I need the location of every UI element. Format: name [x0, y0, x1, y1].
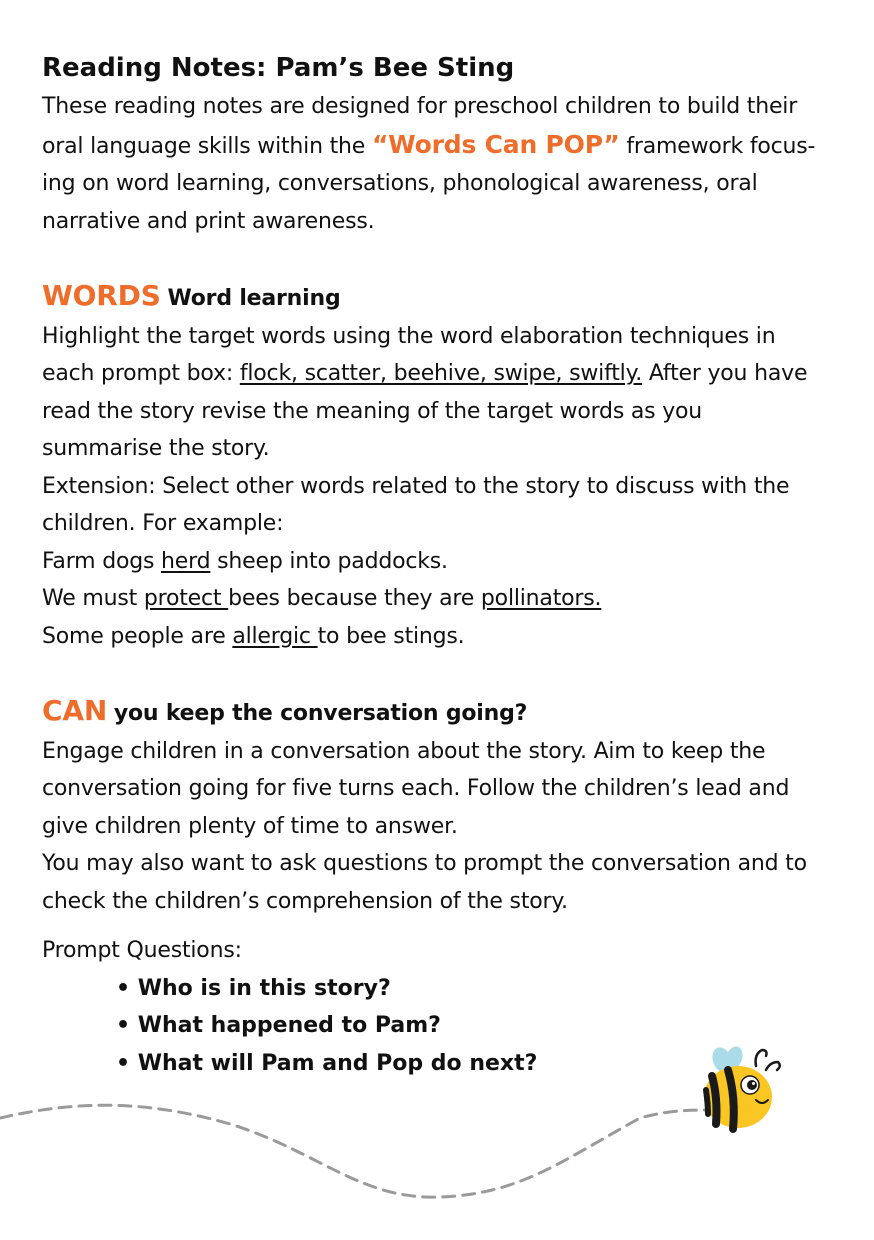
prompt-question-2: • What happened to Pam? [116, 1013, 441, 1038]
example-sentence-3 [42, 618, 832, 656]
prompt-question-3: • What will Pam and Pop do next? [116, 1050, 538, 1076]
words-heading-key: WORDS [42, 279, 161, 312]
dashed-flight-path [0, 1105, 710, 1197]
words-heading-rest: Word learning [167, 286, 341, 311]
example-1-word: herd [161, 548, 211, 574]
example-sentence-1 [42, 543, 832, 581]
target-words: flock, scatter, beehive, swipe, swiftly. [239, 361, 643, 386]
can-heading [42, 692, 832, 733]
example-3-start: Some people are [42, 623, 233, 649]
can-line-1: Engage children in a conversation about the story. Aim to keep the [42, 738, 766, 764]
spacer [42, 655, 832, 692]
prompt-questions-label: Prompt Questions: [42, 938, 242, 963]
prompt-question-1: • Who is in this story? [116, 975, 391, 1001]
page-title: Reading Notes: Pam’s Bee Sting [42, 53, 515, 83]
reading-notes-document [42, 48, 832, 1082]
words-line-2-end: After you have [642, 361, 808, 386]
intro-paragraph [42, 88, 832, 240]
example-1-end: sheep into paddocks. [210, 548, 448, 574]
spacer [42, 920, 832, 932]
words-line-5: Extension: Select other words related to the story to discuss with the [42, 473, 790, 499]
intro-line-4: narrative and print awareness. [42, 208, 375, 234]
can-line-4: You may also want to ask questions to prompt the conversation and to [42, 851, 807, 876]
can-line-5: check the children’s comprehension of the story. [42, 888, 568, 914]
intro-line-2 [42, 126, 832, 166]
spacer [42, 240, 832, 277]
words-line-6: children. For example: [42, 511, 284, 536]
words-section [42, 277, 832, 655]
intro-line-1: These reading notes are designed for preschool children to build their [42, 94, 798, 119]
bee-icon [704, 1044, 780, 1129]
words-line-3: read the story revise the meaning of the target words as you [42, 398, 703, 424]
example-2-start: We must [42, 586, 144, 611]
words-line-2-start: each prompt box: [42, 361, 240, 386]
words-heading [42, 277, 832, 318]
can-section [42, 692, 832, 1082]
example-3-end: to bee stings. [317, 623, 465, 649]
words-line-4: summarise the story. [42, 436, 270, 461]
can-heading-key: CAN [42, 694, 108, 727]
can-line-3: give children plenty of time to answer. [42, 813, 458, 839]
example-2-word-1: protect [143, 586, 229, 611]
words-line-1: Highlight the target words using the word elaboration techniques in [42, 323, 776, 349]
example-3-word: allergic [232, 623, 318, 649]
intro-line-3: ing on word learning, conversations, phonological awareness, oral [42, 171, 758, 196]
intro-line-2-start: oral language skills within the [42, 133, 372, 159]
example-sentence-2 [42, 580, 832, 618]
example-2-middle: bees because they are [228, 586, 481, 611]
intro-line-2-end: framework focus- [619, 133, 816, 159]
framework-name: “Words Can POP” [371, 129, 620, 159]
example-2-word-2: pollinators. [480, 586, 602, 611]
can-line-2: conversation going for five turns each. Follow the children’s lead and [42, 776, 790, 801]
example-1-start: Farm dogs [42, 548, 162, 574]
can-heading-rest: you keep the conversation going? [113, 701, 528, 726]
bee-decoration [0, 1040, 874, 1220]
words-line-2 [42, 355, 832, 393]
